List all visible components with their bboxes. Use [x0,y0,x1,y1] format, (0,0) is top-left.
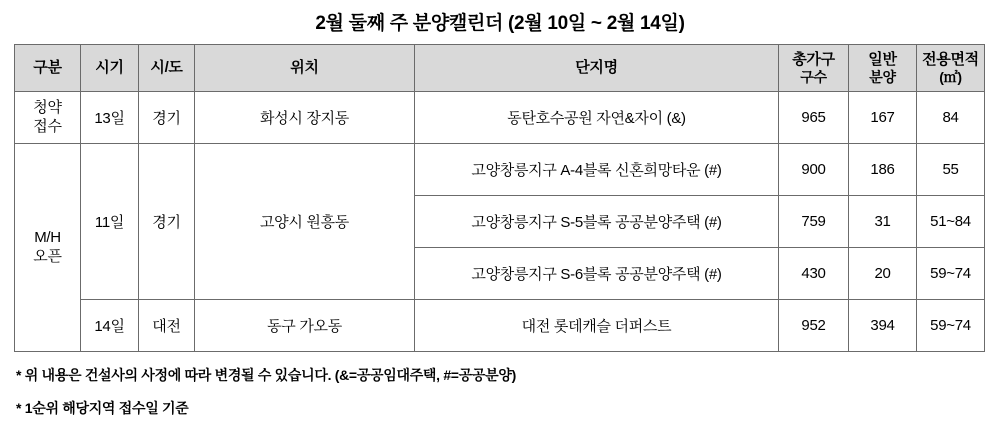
table-header-row [15,45,985,92]
cell-general-supply: 167 [849,92,917,144]
column-header-exclusive-area-line1: 전용면적 [922,51,979,69]
cell-location: 화성시 장지동 [195,92,415,144]
cell-total-units: 430 [779,248,849,300]
cell-category [15,92,81,144]
table-row [15,300,985,352]
cell-category-line1: 청약 [33,98,62,116]
cell-general-supply: 31 [849,196,917,248]
column-header-general-supply-line2: 분양 [869,68,896,85]
cell-exclusive-area: 59~74 [917,248,985,300]
cell-general-supply: 186 [849,144,917,196]
cell-when: 13일 [81,92,139,144]
column-header-total-units-line2: 구수 [800,68,827,85]
cell-total-units: 965 [779,92,849,144]
cell-general-supply: 394 [849,300,917,352]
footnote-2: * 1순위 해당지역 접수일 기준 [16,400,189,416]
table-row [15,144,985,196]
column-header-total-units-line1: 총가구 [792,51,835,69]
cell-general-supply: 20 [849,248,917,300]
table-header [15,45,985,92]
column-header-when: 시기 [81,45,139,92]
cell-total-units: 952 [779,300,849,352]
column-header-complex-name: 단지명 [415,45,779,92]
cell-category-line2: 오픈 [33,247,62,265]
cell-complex-name: 고양창릉지구 S-6블록 공공분양주택 (#) [415,248,779,300]
column-header-total-units [779,45,849,92]
column-header-location: 위치 [195,45,415,92]
cell-region: 경기 [139,144,195,300]
page-title: 2월 둘째 주 분양캘린더 (2월 10일 ~ 2월 14일) [315,13,685,34]
cell-exclusive-area: 55 [917,144,985,196]
cell-exclusive-area: 51~84 [917,196,985,248]
table-body [15,92,985,352]
cell-location: 동구 가오동 [195,300,415,352]
footnotes [16,365,1000,418]
cell-complex-name: 고양창릉지구 A-4블록 신혼희망타운 (#) [415,144,779,196]
cell-exclusive-area: 84 [917,92,985,144]
column-header-exclusive-area-line2: (㎡) [939,68,962,85]
cell-total-units: 759 [779,196,849,248]
column-header-general-supply [849,45,917,92]
table-row [15,92,985,144]
cell-when: 11일 [81,144,139,300]
cell-complex-name: 대전 롯데캐슬 더퍼스트 [415,300,779,352]
cell-category-line1: M/H [34,228,61,246]
cell-category [15,144,81,352]
cell-region: 경기 [139,92,195,144]
cell-location: 고양시 원흥동 [195,144,415,300]
cell-region: 대전 [139,300,195,352]
column-header-category: 구분 [15,45,81,92]
footnote-1: * 위 내용은 건설사의 사정에 따라 변경될 수 있습니다. (&=공공임대주택, #=공공분양) [16,367,516,383]
cell-complex-name: 고양창릉지구 S-5블록 공공분양주택 (#) [415,196,779,248]
cell-category-line2: 접수 [33,117,62,135]
cell-total-units: 900 [779,144,849,196]
column-header-general-supply-line1: 일반 [868,51,897,69]
cell-exclusive-area: 59~74 [917,300,985,352]
cell-when: 14일 [81,300,139,352]
column-header-exclusive-area [917,45,985,92]
column-header-region: 시/도 [139,45,195,92]
cell-complex-name: 동탄호수공원 자연&자이 (&) [415,92,779,144]
supply-calendar-table [14,44,985,352]
